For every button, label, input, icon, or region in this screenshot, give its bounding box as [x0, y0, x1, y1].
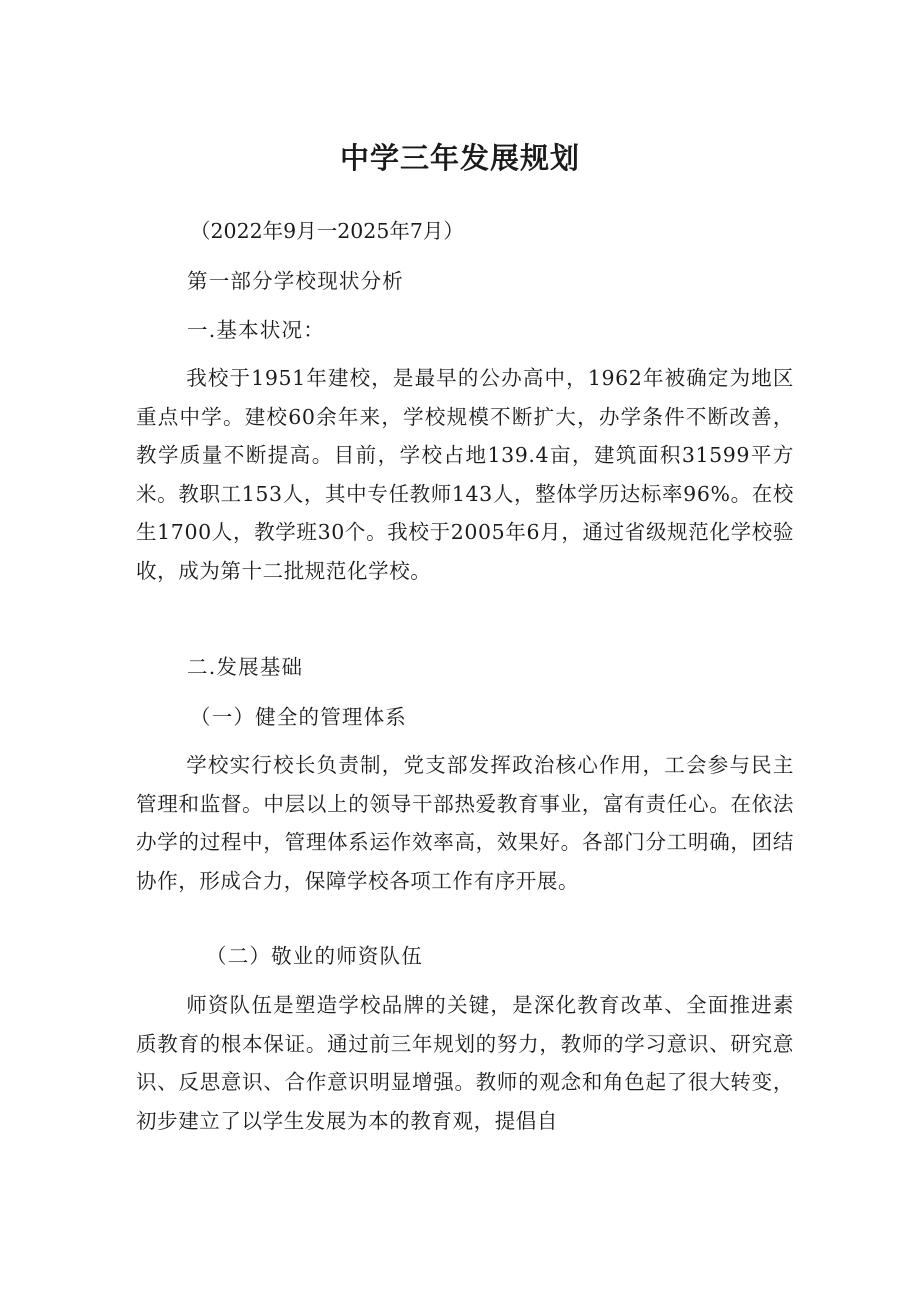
- section2-heading: 二.发展基础: [187, 655, 304, 679]
- section1-heading: 一.基本状况：: [187, 318, 325, 342]
- section1-paragraph: 我校于1951年建校，是最早的公办高中，1962年被确定为地区重点中学。建校60余年来，学校规模不断扩大，办学条件不断改善，教学质量不断提高。目前，学校占地139.4亩，建筑面积31599平方米。教职工153人，其中专任教师143人，整体学历达标率96%。在校生1700人，教学班30个。我校于2005年6月，通过省级规范化学校验收，成为第十二批规范化学校。: [136, 366, 794, 583]
- part1-heading: 第一部分学校现状分析: [187, 269, 404, 293]
- date-range: （2022年9月一2025年7月）: [190, 219, 464, 243]
- subsection2-heading: （二）敬业的师资队伍: [206, 944, 423, 968]
- subsection1-heading: （一）健全的管理体系: [190, 705, 407, 729]
- subsection1-paragraph: 学校实行校长负责制，党支部发挥政治核心作用，工会参与民主管理和监督。中层以上的领导干部热爱教育事业，富有责任心。在依法办学的过程中，管理体系运作效率高，效果好。各部门分工明确，团结协作，形成合力，保障学校各项工作有序开展。: [136, 753, 794, 893]
- document-title: 中学三年发展规划: [339, 141, 580, 175]
- subsection2-paragraph: 师资队伍是塑造学校品牌的关键，是深化教育改革、全面推进素质教育的根本保证。通过前三年规划的努力，教师的学习意识、研究意识、反思意识、合作意识明显增强。教师的观念和角色起了很大转变，初步建立了以学生发展为本的教育观，提倡自: [136, 993, 794, 1133]
